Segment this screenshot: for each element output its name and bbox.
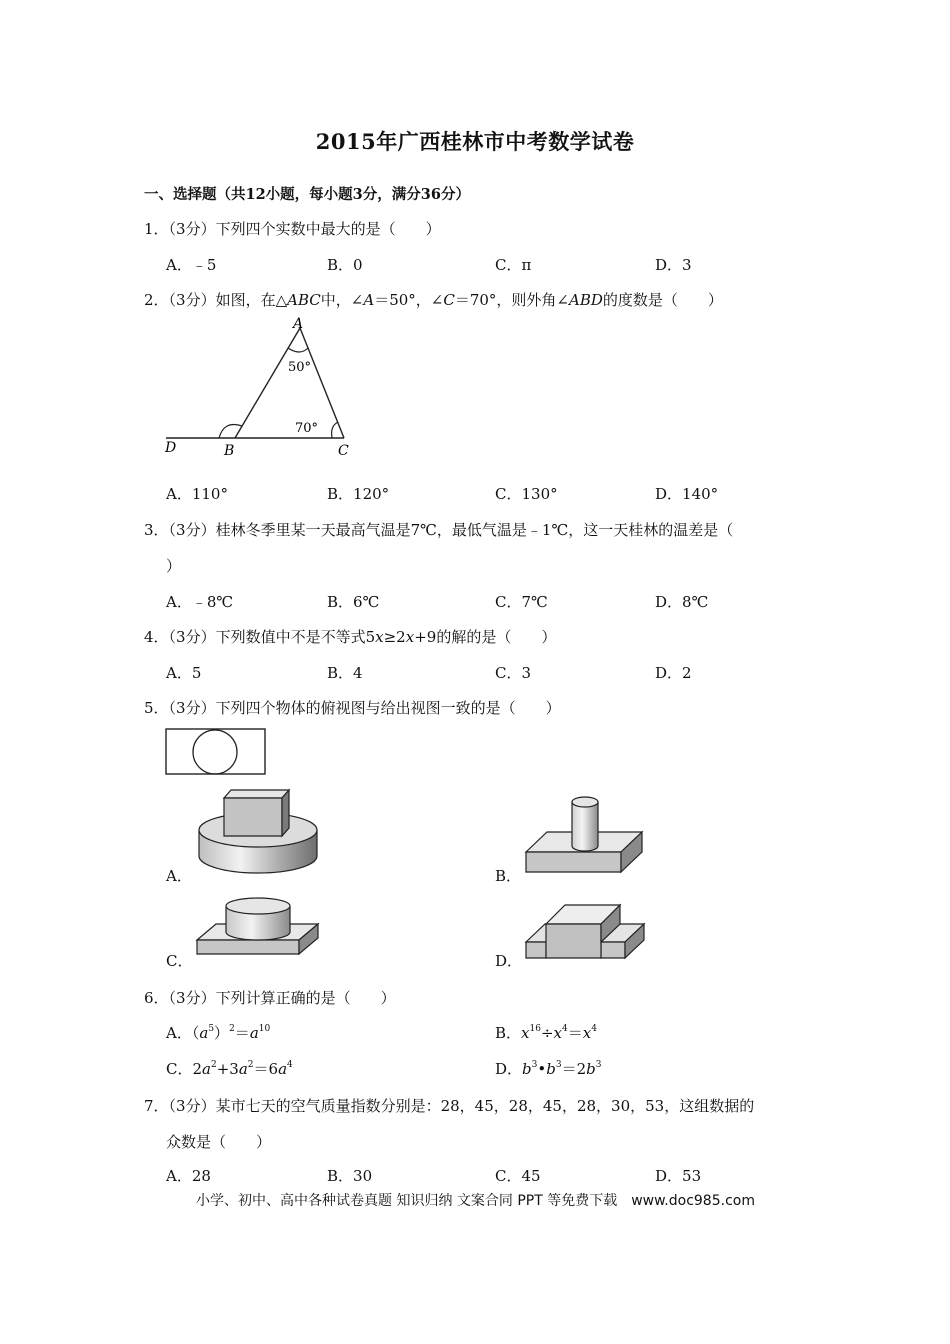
q5-option-c: C． (166, 952, 193, 970)
question-6 (144, 987, 396, 1008)
option-label: A． (166, 1024, 192, 1042)
question-score: （3分） (168, 1097, 216, 1115)
object-d-figure (525, 902, 647, 962)
side-ab (235, 328, 300, 438)
text-part: +9的解的是（ ） (414, 628, 557, 646)
q5-option-b: B． (495, 867, 522, 885)
text-part: C (443, 291, 455, 309)
q3-option-d: D．8℃ (655, 593, 709, 611)
question-score: （3分） (168, 699, 216, 717)
small-cylinder-top (572, 797, 598, 807)
q2-option-d: D．140° (655, 485, 719, 503)
question-5 (144, 697, 561, 718)
label-a: A (293, 316, 304, 332)
cube-front (224, 798, 282, 836)
q3-option-b: B．6℃ (327, 593, 380, 611)
question-number: 6． (144, 989, 169, 1007)
slab-front (526, 852, 621, 872)
question-number: 5． (144, 699, 169, 717)
option-label: C． (166, 1060, 193, 1078)
given-view-figure (165, 728, 267, 776)
expr-part: 10 (258, 1024, 271, 1034)
right-step-front (601, 942, 625, 958)
expr-part: a (278, 1060, 288, 1078)
expr-part: ＝ (234, 1024, 250, 1042)
question-4 (144, 626, 556, 647)
center-block-front (546, 924, 601, 958)
triangle-figure (160, 316, 360, 460)
q6-option-b (495, 1022, 597, 1043)
expr-part: 2 (210, 1060, 217, 1070)
angle-a-arc (288, 348, 308, 352)
expr-part: （ (191, 1024, 200, 1042)
q6-option-d (495, 1058, 601, 1079)
expr-part: 2 (247, 1060, 254, 1070)
option-label: B． (495, 1024, 522, 1042)
expr-part: 4 (287, 1060, 293, 1070)
angle-c-arc (332, 422, 338, 438)
question-score: （3分） (168, 989, 216, 1007)
question-3 (144, 519, 733, 540)
expr-part: ÷ (540, 1024, 554, 1042)
expr-part: a (199, 1024, 209, 1042)
page-title: 2015年广西桂林市中考数学试卷 (315, 129, 635, 154)
question-score: （3分） (168, 220, 216, 238)
option-label: D． (495, 1060, 523, 1078)
expr-part: • (537, 1060, 547, 1078)
view-circle (193, 730, 237, 774)
label-d: D (165, 440, 177, 456)
small-cylinder-side (572, 802, 598, 851)
question-text: 某市七天的空气质量指数分别是：28，45，28，45，28，30，53，这组数据的 (215, 1097, 755, 1115)
question-7 (144, 1095, 754, 1116)
label-angle-c: 70° (295, 421, 319, 436)
cube-side (282, 790, 289, 836)
expr-part: 16 (529, 1024, 541, 1034)
question-text: 下列四个实数中最大的是（ ） (215, 220, 441, 238)
expr-part: x (582, 1024, 592, 1042)
expr-part: 2 (229, 1024, 235, 1034)
text-part: 的度数是（ ） (602, 291, 723, 309)
wide-cylinder-top (226, 898, 290, 914)
text-part: ABC (287, 291, 321, 309)
q7-option-d: D．53 (655, 1167, 702, 1185)
q6-option-a (166, 1022, 270, 1043)
q2-option-c: C．130° (495, 485, 558, 503)
text-part: 下列数值中不是不等式5 (215, 628, 376, 646)
text-part: A (363, 291, 375, 309)
expr-part: a (249, 1024, 259, 1042)
expr-part: ＝6 (253, 1060, 279, 1078)
label-c: C (338, 443, 349, 459)
question-text: 下列计算正确的是（ ） (215, 989, 396, 1007)
question-7-continued: 众数是（ ） (166, 1133, 272, 1151)
q7-option-b: B．30 (327, 1167, 373, 1185)
expr-part: b (522, 1060, 532, 1078)
text-part: x (405, 628, 415, 646)
text-part: x (375, 628, 384, 646)
q1-option-b: B．0 (327, 256, 363, 274)
question-score: （3分） (168, 291, 216, 309)
object-c-figure (196, 896, 321, 960)
expr-part: 5 (208, 1024, 215, 1034)
q2-option-b: B．120° (327, 485, 390, 503)
text-part: ABD (568, 291, 603, 309)
expr-part: x (521, 1024, 530, 1042)
question-2 (144, 289, 723, 310)
q2-option-a: A．110° (166, 485, 228, 503)
expr-part: x (553, 1024, 562, 1042)
text-part: 中，∠ (320, 291, 364, 309)
expr-part: 4 (562, 1024, 568, 1034)
expr-part: 2 (192, 1060, 203, 1078)
q7-option-c: C．45 (495, 1167, 541, 1185)
question-text: 桂林冬季里某一天最高气温是7℃，最低气温是﹣1℃，这一天桂林的温差是（ (215, 521, 734, 539)
slab-front (197, 940, 299, 954)
footer-watermark: 小学、初中、高中各种试卷真题 知识归纳 文案合同 PPT 等免费下载 www.doc985.com (196, 1193, 755, 1209)
question-number: 7． (144, 1097, 169, 1115)
q3-option-c: C．7℃ (495, 593, 548, 611)
question-number: 2． (144, 291, 169, 309)
text-part: 如图，在△ (215, 291, 288, 309)
expr-part: ） (214, 1024, 230, 1042)
q3-option-a: A．﹣8℃ (166, 593, 234, 611)
q6-option-c (166, 1058, 293, 1079)
expr-part: a (202, 1060, 211, 1078)
object-b-figure (525, 796, 645, 876)
text-part: ＝50°，∠ (374, 291, 444, 309)
q7-option-a: A．28 (166, 1167, 211, 1185)
expr-part: +3 (216, 1060, 239, 1078)
expr-part: a (238, 1060, 248, 1078)
question-score: （3分） (168, 628, 216, 646)
q1-option-a: A．﹣5 (166, 256, 217, 274)
q4-option-a: A．5 (166, 664, 202, 682)
expr-part: b (586, 1060, 596, 1078)
expr-part: b (546, 1060, 556, 1078)
text-part: ≥2 (383, 628, 406, 646)
question-text: 下列四个物体的俯视图与给出视图一致的是（ ） (215, 699, 561, 717)
question-number: 1． (144, 220, 169, 238)
q5-option-a: A． (166, 867, 192, 885)
question-1 (144, 218, 441, 239)
q1-option-d: D．3 (655, 256, 692, 274)
q5-option-d: D． (495, 952, 523, 970)
expr-part: 3 (531, 1060, 538, 1070)
expr-part: ＝2 (561, 1060, 587, 1078)
question-score: （3分） (168, 521, 216, 539)
object-a-figure (196, 788, 321, 878)
expr-part: 3 (555, 1060, 562, 1070)
left-step-front (526, 942, 546, 958)
cube-top (224, 790, 289, 798)
expr-part: ＝ (567, 1024, 583, 1042)
question-number: 4． (144, 628, 169, 646)
q1-option-c: C．π (495, 256, 532, 274)
text-part: ＝70°，则外角∠ (454, 291, 569, 309)
expr-part: 4 (591, 1024, 597, 1034)
q4-option-d: D．2 (655, 664, 692, 682)
label-angle-a: 50° (288, 360, 312, 375)
q4-option-c: C．3 (495, 664, 532, 682)
label-b: B (224, 443, 235, 459)
question-3-continued: ） (166, 557, 182, 575)
section-heading: 一、选择题（共12小题，每小题3分，满分36分） (144, 186, 470, 203)
question-number: 3． (144, 521, 169, 539)
expr-part: 3 (595, 1060, 602, 1070)
q4-option-b: B．4 (327, 664, 363, 682)
view-rectangle (166, 729, 265, 774)
